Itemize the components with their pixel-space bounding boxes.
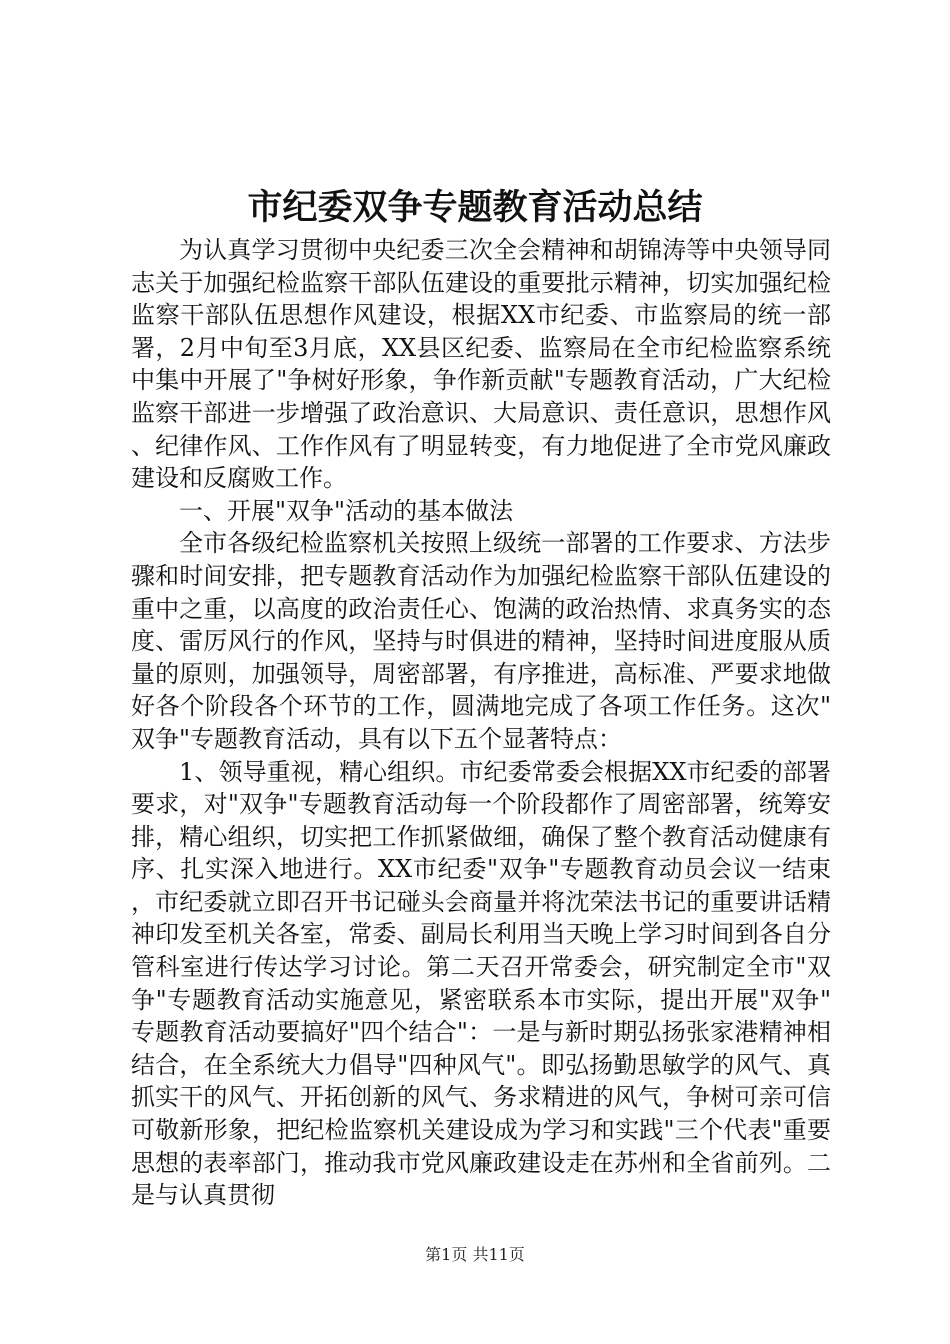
section-heading: 一、开展"双争"活动的基本做法 xyxy=(179,496,514,525)
body-paragraph: 全市各级纪检监察机关按照上级统一部署的工作要求、方法步骤和时间安排，把专题教育活动作为加强纪检监察干部队伍建设的重中之重，以高度的政治责任心、饱满的政治热情、求真务实的态度、雷厉风行的作风，坚持与时俱进的精神，坚持时间进度服从质量的原则，加强领导，周密部署，有序推进，高标准、严要求地做好各个阶段各个环节的工作，圆满地完成了各项工作任务。这次"双争"专题教育活动，具有以下五个显著特点： xyxy=(131,529,831,753)
document-title: 市纪委双争专题教育活动总结 xyxy=(247,188,703,228)
page-number: 第1页 共11页 xyxy=(425,1245,525,1264)
page-footer xyxy=(0,1245,950,1265)
intro-paragraph: 为认真学习贯彻中央纪委三次全会精神和胡锦涛等中央领导同志关于加强纪检监察干部队伍建设的重要批示精神，切实加强纪检监察干部队伍思想作风建设，根据XX市纪委、市监察局的统一部署，2月中旬至3月底，XX县区纪委、监察局在全市纪检监察系统中集中开展了"争树好形象，争作新贡献"专题教育活动，广大纪检监察干部进一步增强了政治意识、大局意识、责任意识，思想作风、纪律作风、工作作风有了明显转变，有力地促进了全市党风廉政建设和反腐败工作。 xyxy=(131,236,831,493)
document-body xyxy=(131,234,831,1212)
body-paragraph: 1、领导重视，精心组织。市纪委常委会根据XX市纪委的部署要求，对"双争"专题教育活动每一个阶段都作了周密部署，统筹安排，精心组织，切实把工作抓紧做细，确保了整个教育活动健康有序、扎实深入地进行。XX市纪委"双争"专题教育动员会议一结束，市纪委就立即召开书记碰头会商量并将沈荣法书记的重要讲话精神印发至机关各室，常委、副局长利用当天晚上学习时间到各自分管科室进行传达学习讨论。第二天召开常委会，研究制定全市"双争"专题教育活动实施意见，紧密联系本市实际，提出开展"双争"专题教育活动要搞好"四个结合"：一是与新时期弘扬张家港精神相结合，在全系统大力倡导"四种风气"。即弘扬勤思敏学的风气、真抓实干的风气、开拓创新的风气、务求精进的风气，争树可亲可信可敬新形象，把纪检监察机关建设成为学习和实践"三个代表"重要思想的表率部门，推动我市党风廉政建设走在苏州和全省前列。二是与认真贯彻 xyxy=(131,757,831,1210)
